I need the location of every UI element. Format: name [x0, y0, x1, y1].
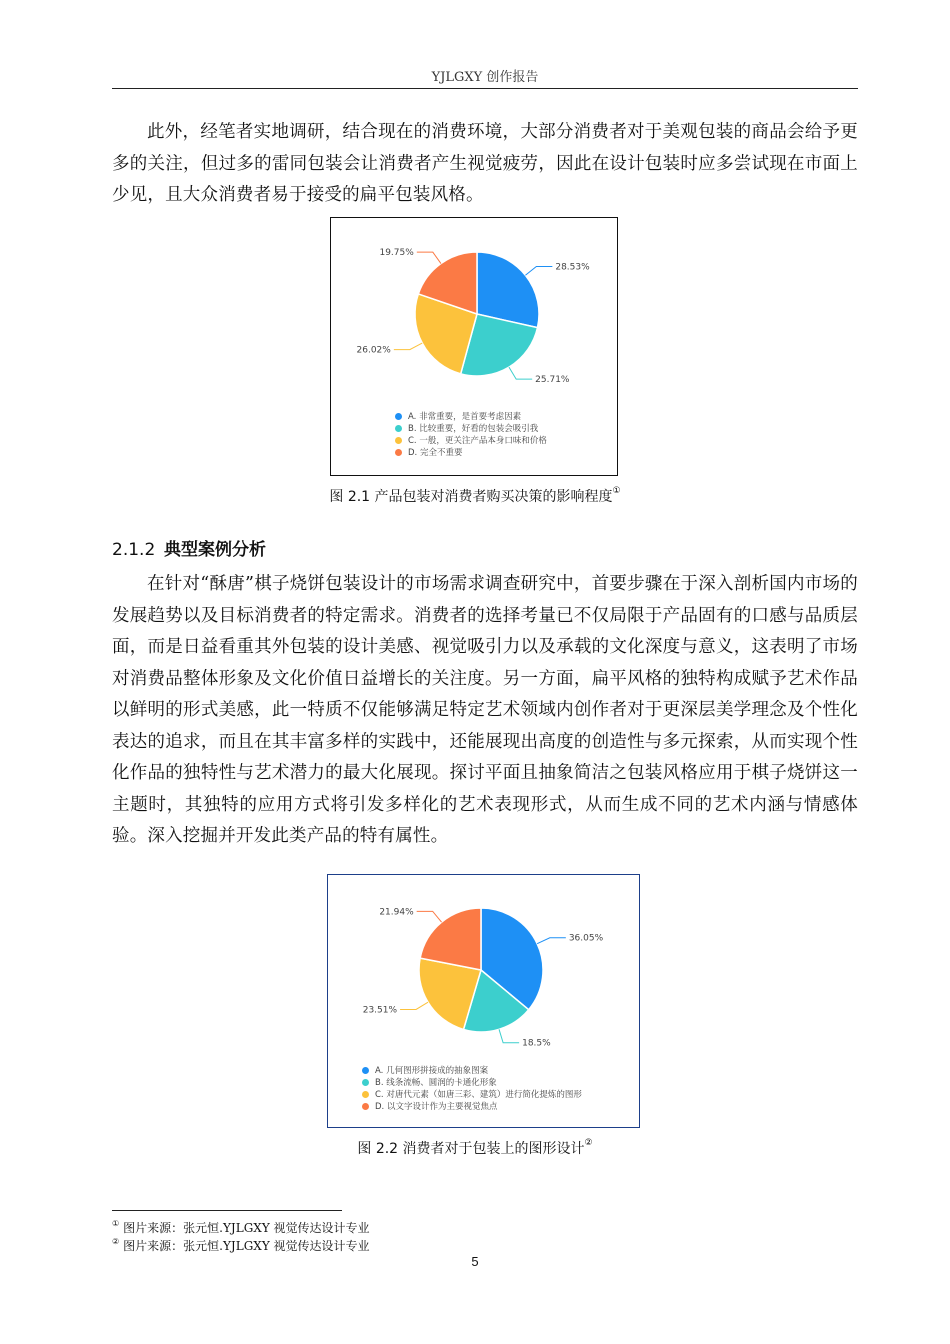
- legend-label-1-1: B. 比较重要，好看的包装会吸引我: [408, 424, 539, 434]
- leader-line-1-3: [417, 252, 441, 263]
- body-paragraph-2: 在针对“酥唐”棋子烧饼包装设计的市场需求调查研究中，首要步骤在于深入剖析国内市场的发展趋势以及目标消费者的特定需求。消费者的选择考量已不仅局限于产品固有的口感与品质层面，而是日益看重其外包装的设计美感、视觉吸引力以及承载的文化深度与意义，这表明了市场对消费品整体形象及文化价值日益增长的关注度。另一方面，扁平风格的独特构成赋予艺术作品以鲜明的形式美感，此一特质不仅能够满足特定艺术领域内创作者对于更深层美学理念及个性化表达的追求，而且在其丰富多样的实践中，还能展现出高度的创造性与多元探索，从而实现个性化作品的独特性与艺术潜力的最大化展现。探讨平面且抽象简洁之包装风格应用于棋子烧饼这一主题时，其独特的应用方式将引发多样化的艺术表现形式，从而生成不同的艺术内涵与情感体验。深入挖掘并开发此类产品的特有属性。: [112, 574, 858, 846]
- value-label-2-0: 36.05%: [568, 933, 604, 944]
- leader-line-2-3: [417, 911, 442, 922]
- section-title: 典型案例分析: [164, 540, 266, 560]
- value-label-1-1: 25.71%: [535, 375, 570, 386]
- legend-label-2-0: A. 几何图形拼接成的抽象图案: [375, 1066, 489, 1076]
- caption-text: 图 2.2 消费者对于包装上的图形设计: [357, 1141, 585, 1157]
- figure-2-2-chart: [327, 874, 640, 1128]
- legend-item-2-2: [362, 1088, 582, 1100]
- legend-swatch-2-3: [362, 1103, 369, 1110]
- legend-item-1-0: [395, 410, 547, 422]
- legend-item-2-0: [362, 1064, 582, 1076]
- section-number: 2.1.2: [112, 540, 156, 560]
- leader-line-2-2: [400, 1002, 428, 1009]
- footnote-ref: ②: [584, 1138, 593, 1148]
- legend-label-1-2: C. 一般，更关注产品本身口味和价格: [408, 436, 547, 446]
- footnote-1: [112, 1219, 370, 1236]
- legend-item-1-1: [395, 422, 547, 434]
- leader-line-1-1: [509, 367, 532, 379]
- leader-line-2-0: [537, 938, 566, 944]
- caption-text: 图 2.1 产品包装对消费者购买决策的影响程度: [329, 489, 613, 505]
- legend-swatch-2-1: [362, 1079, 369, 1086]
- legend-swatch-2-2: [362, 1091, 369, 1098]
- footnote-divider: [112, 1210, 342, 1211]
- legend-item-2-1: [362, 1076, 582, 1088]
- legend-label-2-1: B. 线条流畅、圆润的卡通化形象: [375, 1078, 497, 1088]
- footnote-text: 图片来源：张元恒.YJLGXY 视觉传达设计专业: [123, 1221, 370, 1235]
- value-label-2-1: 18.5%: [522, 1038, 551, 1049]
- legend-swatch-1-1: [395, 425, 402, 432]
- footnote-text: 图片来源：张元恒.YJLGXY 视觉传达设计专业: [123, 1239, 370, 1253]
- leader-line-2-1: [499, 1029, 519, 1042]
- legend-label-2-3: D. 以文字设计作为主要视觉焦点: [375, 1102, 498, 1112]
- legend-label-2-2: C. 对唐代元素（如唐三彩、建筑）进行简化提炼的图形: [375, 1090, 582, 1100]
- legend-item-1-3: [395, 446, 547, 458]
- legend-swatch-2-0: [362, 1067, 369, 1074]
- value-label-1-2: 26.02%: [356, 345, 391, 356]
- leader-line-1-0: [525, 267, 552, 276]
- figure-2-1-caption: [0, 486, 950, 506]
- body-paragraph-1: 此外，经笔者实地调研，结合现在的消费环境，大部分消费者对于美观包装的商品会给予更多的关注，但过多的雷同包装会让消费者产生视觉疲劳，因此在设计包装时应多尝试现在市面上少见，且大众消费者易于接受的扁平包装风格。: [112, 122, 858, 205]
- leader-line-1-2: [394, 343, 422, 350]
- legend-item-2-3: [362, 1100, 582, 1112]
- legend-swatch-1-3: [395, 449, 402, 456]
- legend-swatch-1-0: [395, 413, 402, 420]
- section-heading: [112, 535, 266, 560]
- page-header: YJLGXY 创作报告: [431, 70, 539, 85]
- value-label-2-3: 21.94%: [379, 907, 414, 918]
- chart-legend-1: [395, 410, 547, 458]
- legend-swatch-1-2: [395, 437, 402, 444]
- value-label-2-2: 23.51%: [362, 1005, 398, 1016]
- legend-item-1-2: [395, 434, 547, 446]
- value-label-1-0: 28.53%: [555, 262, 590, 273]
- legend-label-1-3: D. 完全不重要: [408, 448, 463, 458]
- chart-legend-2: [362, 1064, 582, 1112]
- footnote-mark: ②: [112, 1237, 120, 1246]
- value-label-1-3: 19.75%: [379, 248, 414, 259]
- figure-2-2-caption: [0, 1138, 950, 1158]
- footnote-2: [112, 1237, 370, 1254]
- figure-2-1-chart: [330, 217, 618, 476]
- footnote-ref: ①: [612, 486, 621, 496]
- header-divider: [112, 88, 858, 89]
- footnote-mark: ①: [112, 1219, 120, 1228]
- legend-label-1-0: A. 非常重要，是首要考虑因素: [408, 412, 522, 422]
- page-number: 5: [471, 1254, 479, 1269]
